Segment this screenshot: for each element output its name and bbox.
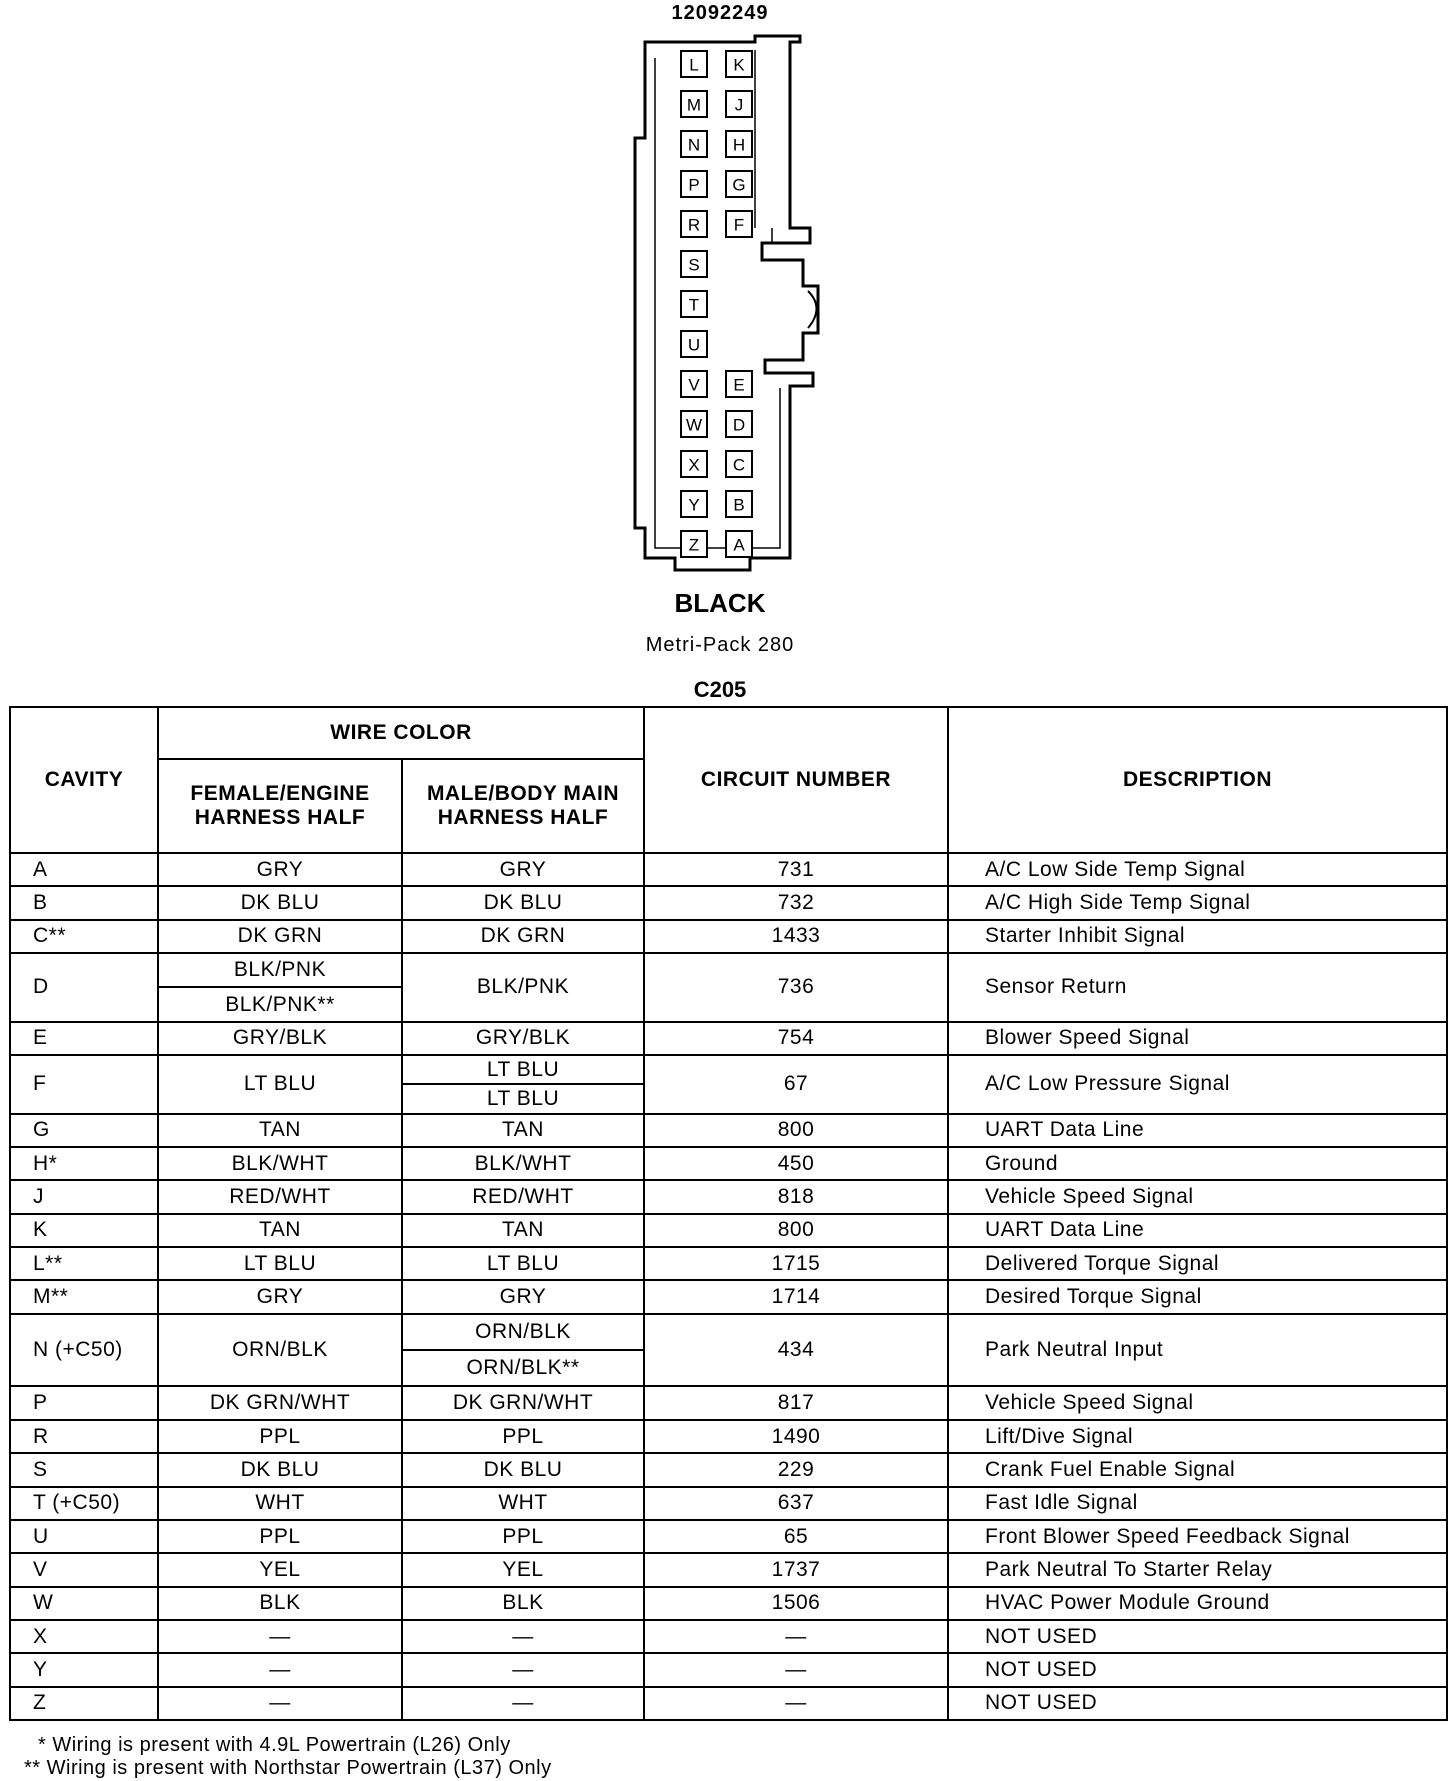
cavity-u <box>681 331 707 357</box>
svg-text:A: A <box>733 535 745 555</box>
female-color-cell: GRY <box>158 1280 402 1313</box>
description-cell: Sensor Return <box>948 953 1447 1022</box>
cavity-n <box>681 131 707 157</box>
svg-text:U: U <box>687 335 701 355</box>
cavity-p <box>681 171 707 197</box>
svg-text:Y: Y <box>688 495 700 515</box>
male-color-cell: DK GRN/WHT <box>402 1386 644 1419</box>
table-row <box>10 1420 1447 1453</box>
female-color-cell: DK BLU <box>158 1453 402 1486</box>
footnote-1: * Wiring is present with 4.9L Powertrain (L26) Only <box>38 1734 511 1756</box>
male-color-cell: PPL <box>402 1520 644 1553</box>
svg-text:G: G <box>732 175 746 195</box>
male-color-cell: DK BLU <box>402 886 644 919</box>
male-color-cell: TAN <box>402 1114 644 1147</box>
circuit-number-cell: 736 <box>644 953 948 1022</box>
circuit-number-cell: 731 <box>644 853 948 886</box>
description-cell: Blower Speed Signal <box>948 1022 1447 1055</box>
female-color-cell <box>158 953 402 1022</box>
cavity-cell: H* <box>10 1147 158 1180</box>
circuit-number-cell: 434 <box>644 1314 948 1387</box>
male-color-cell: WHT <box>402 1487 644 1520</box>
svg-text:Z: Z <box>688 535 700 555</box>
table-row <box>10 1487 1447 1520</box>
male-color-cell-variant: ORN/BLK** <box>403 1349 643 1385</box>
circuit-number-cell: 1433 <box>644 920 948 953</box>
svg-text:L: L <box>689 55 699 75</box>
male-color-cell: GRY/BLK <box>402 1022 644 1055</box>
cavity-j <box>726 91 752 117</box>
cavity-cell: W <box>10 1587 158 1620</box>
circuit-number-cell: 1490 <box>644 1420 948 1453</box>
circuit-number-cell: 754 <box>644 1022 948 1055</box>
cavity-cell: D <box>10 953 158 1022</box>
cavity-cell: K <box>10 1214 158 1247</box>
description-cell: NOT USED <box>948 1653 1447 1686</box>
circuit-number-cell: — <box>644 1687 948 1720</box>
female-color-cell: LT BLU <box>158 1247 402 1280</box>
description-cell: Starter Inhibit Signal <box>948 920 1447 953</box>
cavity-cell: T (+C50) <box>10 1487 158 1520</box>
male-color-cell: BLK/PNK <box>402 953 644 1022</box>
table-row <box>10 953 1447 1022</box>
cavity-cell: N (+C50) <box>10 1314 158 1387</box>
table-row <box>10 1055 1447 1114</box>
circuit-number-cell: 800 <box>644 1114 948 1147</box>
cavity-cell: M** <box>10 1280 158 1313</box>
cavity-h <box>726 131 752 157</box>
circuit-number-cell: 1737 <box>644 1553 948 1586</box>
male-color-cell: BLK <box>402 1587 644 1620</box>
female-color-cell: — <box>158 1620 402 1653</box>
female-color-cell: BLK <box>158 1587 402 1620</box>
cavity-g <box>726 171 752 197</box>
description-cell: Desired Torque Signal <box>948 1280 1447 1313</box>
male-color-cell: BLK/WHT <box>402 1147 644 1180</box>
cavity-grid <box>681 51 752 557</box>
cavity-cell: S <box>10 1453 158 1486</box>
connector-series: Metri-Pack 280 <box>645 634 795 656</box>
cavity-v <box>681 371 707 397</box>
svg-text:X: X <box>688 455 700 475</box>
table-row <box>10 1520 1447 1553</box>
connector-face-diagram <box>630 28 840 583</box>
male-color-cell: RED/WHT <box>402 1180 644 1213</box>
male-color-cell: TAN <box>402 1214 644 1247</box>
female-color-cell: YEL <box>158 1553 402 1586</box>
table-row <box>10 1620 1447 1653</box>
female-color-cell: DK BLU <box>158 886 402 919</box>
male-color-cell: LT BLU <box>402 1247 644 1280</box>
cavity-t <box>681 291 707 317</box>
female-color-cell-variant: BLK/PNK <box>233 958 327 982</box>
cavity-k <box>726 51 752 77</box>
cavity-cell: U <box>10 1520 158 1553</box>
cavity-f <box>726 211 752 237</box>
male-color-cell: — <box>402 1687 644 1720</box>
female-color-cell: — <box>158 1653 402 1686</box>
circuit-number-cell: 67 <box>644 1055 948 1114</box>
header-male: MALE/BODY MAIN HARNESS HALF <box>402 759 644 853</box>
cavity-cell: P <box>10 1386 158 1419</box>
circuit-number-cell: 637 <box>644 1487 948 1520</box>
male-color-cell: — <box>402 1620 644 1653</box>
cavity-r <box>681 211 707 237</box>
table-row <box>10 1022 1447 1055</box>
male-color-cell-variant: ORN/BLK <box>475 1319 571 1343</box>
cavity-cell: A <box>10 853 158 886</box>
table-row <box>10 1453 1447 1486</box>
table-row <box>10 1214 1447 1247</box>
header-cavity: CAVITY <box>10 707 158 853</box>
cavity-cell: Z <box>10 1687 158 1720</box>
description-cell: Vehicle Speed Signal <box>948 1180 1447 1213</box>
description-cell: Delivered Torque Signal <box>948 1247 1447 1280</box>
cavity-cell: E <box>10 1022 158 1055</box>
cavity-c <box>726 451 752 477</box>
svg-text:F: F <box>733 215 745 235</box>
circuit-number-cell: — <box>644 1653 948 1686</box>
female-color-cell: PPL <box>158 1520 402 1553</box>
table-row <box>10 1314 1447 1387</box>
cavity-cell: J <box>10 1180 158 1213</box>
male-color-cell: DK BLU <box>402 1453 644 1486</box>
cavity-cell: X <box>10 1620 158 1653</box>
header-female: FEMALE/ENGINE HARNESS HALF <box>158 759 402 853</box>
table-row <box>10 1687 1447 1720</box>
svg-text:T: T <box>688 295 700 315</box>
svg-text:S: S <box>688 255 700 275</box>
svg-text:C: C <box>732 455 746 475</box>
table-row <box>10 1587 1447 1620</box>
table-row <box>10 853 1447 886</box>
svg-text:K: K <box>733 55 745 75</box>
pinout-table <box>9 706 1448 1721</box>
svg-text:V: V <box>688 375 700 395</box>
connector-color: BLACK <box>674 588 766 618</box>
description-cell: A/C Low Side Temp Signal <box>948 853 1447 886</box>
svg-text:H: H <box>732 135 746 155</box>
female-color-cell: TAN <box>158 1214 402 1247</box>
description-cell: Front Blower Speed Feedback Signal <box>948 1520 1447 1553</box>
table-row <box>10 1280 1447 1313</box>
svg-text:N: N <box>687 135 701 155</box>
cavity-b <box>726 491 752 517</box>
description-cell: UART Data Line <box>948 1114 1447 1147</box>
description-cell: Park Neutral To Starter Relay <box>948 1553 1447 1586</box>
description-cell: Ground <box>948 1147 1447 1180</box>
circuit-number-cell: 1715 <box>644 1247 948 1280</box>
circuit-number-cell: 1506 <box>644 1587 948 1620</box>
circuit-number-cell: 229 <box>644 1453 948 1486</box>
female-color-cell: LT BLU <box>158 1055 402 1114</box>
table-row <box>10 920 1447 953</box>
male-color-cell: DK GRN <box>402 920 644 953</box>
cavity-cell: B <box>10 886 158 919</box>
cavity-z <box>681 531 707 557</box>
cavity-cell: Y <box>10 1653 158 1686</box>
cavity-m <box>681 91 707 117</box>
svg-text:B: B <box>733 495 745 515</box>
description-cell: UART Data Line <box>948 1214 1447 1247</box>
header-circuit-number: CIRCUIT NUMBER <box>644 707 948 853</box>
female-color-cell: RED/WHT <box>158 1180 402 1213</box>
header-wire-color: WIRE COLOR <box>158 707 644 759</box>
female-color-cell-variant: BLK/PNK** <box>159 986 401 1020</box>
circuit-number-cell: 450 <box>644 1147 948 1180</box>
circuit-number-cell: 800 <box>644 1214 948 1247</box>
table-row <box>10 1114 1447 1147</box>
table-row <box>10 1147 1447 1180</box>
circuit-number-cell: 732 <box>644 886 948 919</box>
cavity-s <box>681 251 707 277</box>
description-cell: Fast Idle Signal <box>948 1487 1447 1520</box>
circuit-number-cell: — <box>644 1620 948 1653</box>
female-color-cell: — <box>158 1687 402 1720</box>
female-color-cell: ORN/BLK <box>158 1314 402 1387</box>
table-row <box>10 1386 1447 1419</box>
description-cell: A/C High Side Temp Signal <box>948 886 1447 919</box>
description-cell: A/C Low Pressure Signal <box>948 1055 1447 1114</box>
circuit-number-cell: 817 <box>644 1386 948 1419</box>
male-color-cell: GRY <box>402 853 644 886</box>
connector-id: C205 <box>693 677 747 702</box>
table-row <box>10 1247 1447 1280</box>
table-row <box>10 886 1447 919</box>
svg-text:M: M <box>686 95 702 115</box>
male-color-cell: PPL <box>402 1420 644 1453</box>
table-row <box>10 1180 1447 1213</box>
male-color-cell <box>402 1055 644 1114</box>
cavity-d <box>726 411 752 437</box>
circuit-number-cell: 818 <box>644 1180 948 1213</box>
cavity-cell: F <box>10 1055 158 1114</box>
svg-text:D: D <box>732 415 746 435</box>
cavity-cell: V <box>10 1553 158 1586</box>
table-row <box>10 1553 1447 1586</box>
cavity-a <box>726 531 752 557</box>
circuit-number-cell: 65 <box>644 1520 948 1553</box>
svg-text:P: P <box>688 175 700 195</box>
cavity-x <box>681 451 707 477</box>
table-row <box>10 1653 1447 1686</box>
description-cell: Park Neutral Input <box>948 1314 1447 1387</box>
svg-text:W: W <box>685 415 703 435</box>
description-cell: HVAC Power Module Ground <box>948 1587 1447 1620</box>
connector-part-number: 12092249 <box>671 2 769 24</box>
circuit-number-cell: 1714 <box>644 1280 948 1313</box>
male-color-cell: YEL <box>402 1553 644 1586</box>
svg-text:E: E <box>733 375 745 395</box>
male-color-cell-variant: LT BLU <box>486 1057 560 1081</box>
description-cell: Lift/Dive Signal <box>948 1420 1447 1453</box>
cavity-cell: L** <box>10 1247 158 1280</box>
male-color-cell-variant: LT BLU <box>403 1083 643 1112</box>
description-cell: NOT USED <box>948 1620 1447 1653</box>
cavity-w <box>681 411 707 437</box>
female-color-cell: TAN <box>158 1114 402 1147</box>
cavity-l <box>681 51 707 77</box>
female-color-cell: BLK/WHT <box>158 1147 402 1180</box>
svg-text:J: J <box>734 95 744 115</box>
female-color-cell: DK GRN <box>158 920 402 953</box>
header-description: DESCRIPTION <box>948 707 1447 853</box>
description-cell: NOT USED <box>948 1687 1447 1720</box>
cavity-y <box>681 491 707 517</box>
footnote-2: ** Wiring is present with Northstar Powertrain (L37) Only <box>24 1757 552 1779</box>
female-color-cell: PPL <box>158 1420 402 1453</box>
cavity-cell: R <box>10 1420 158 1453</box>
svg-text:R: R <box>687 215 701 235</box>
cavity-cell: G <box>10 1114 158 1147</box>
male-color-cell: — <box>402 1653 644 1686</box>
male-color-cell <box>402 1314 644 1387</box>
female-color-cell: DK GRN/WHT <box>158 1386 402 1419</box>
description-cell: Vehicle Speed Signal <box>948 1386 1447 1419</box>
female-color-cell: GRY/BLK <box>158 1022 402 1055</box>
male-color-cell: GRY <box>402 1280 644 1313</box>
cavity-cell: C** <box>10 920 158 953</box>
cavity-e <box>726 371 752 397</box>
female-color-cell: WHT <box>158 1487 402 1520</box>
female-color-cell: GRY <box>158 853 402 886</box>
description-cell: Crank Fuel Enable Signal <box>948 1453 1447 1486</box>
